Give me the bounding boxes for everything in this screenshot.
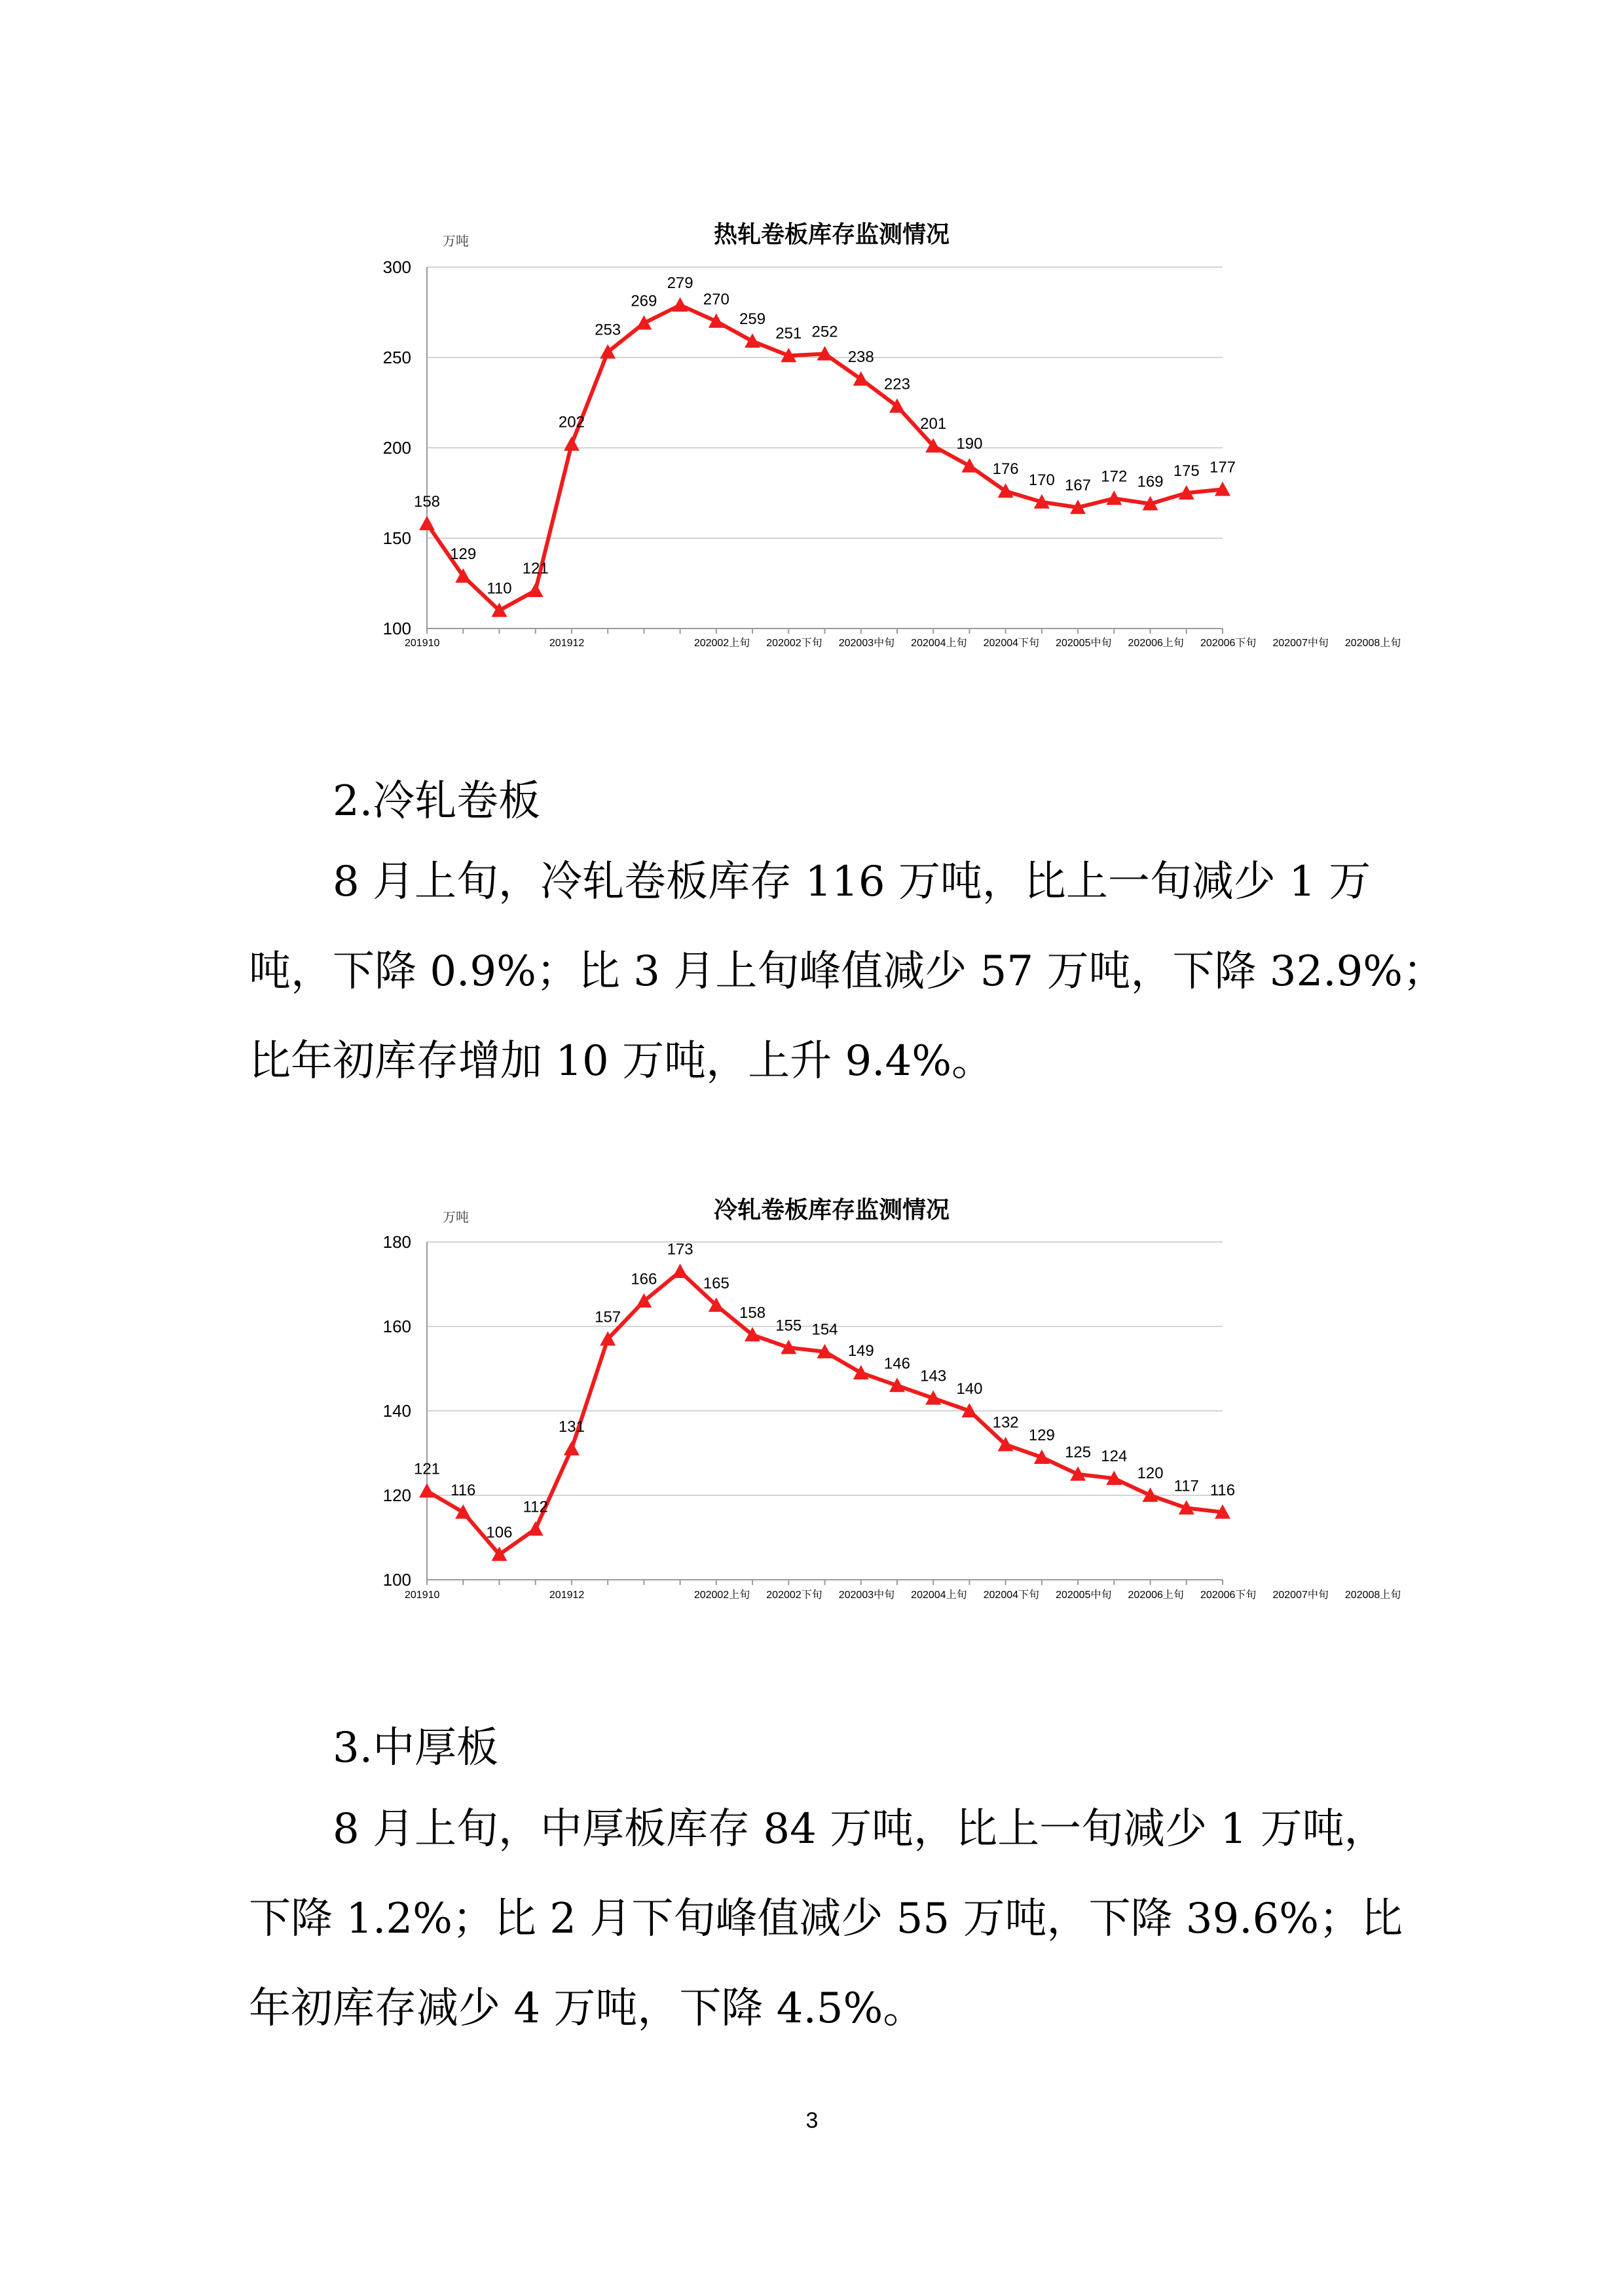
data-label: 121 xyxy=(522,560,549,578)
section-2-paragraph xyxy=(249,837,1445,1106)
chart-title: 热轧卷板库存监测情况 xyxy=(713,221,950,247)
data-label: 146 xyxy=(883,1355,910,1373)
page-number: 3 xyxy=(805,2108,819,2133)
data-label: 112 xyxy=(523,1498,548,1516)
section-2-heading: 2.冷轧卷板 xyxy=(333,777,541,826)
data-point-marker xyxy=(528,583,544,597)
data-label: 173 xyxy=(667,1241,693,1259)
data-point-marker xyxy=(961,458,977,473)
data-label: 238 xyxy=(847,348,874,367)
x-tick-label: 201912 xyxy=(549,638,585,649)
data-point-marker xyxy=(673,1264,688,1278)
data-label: 259 xyxy=(739,310,766,329)
y-tick-label: 180 xyxy=(382,1232,411,1252)
x-tick-label: 202002下旬 xyxy=(766,638,822,649)
section-2-line-1: 8 月上旬，冷轧卷板库存 116 万吨，比上一旬减少 1 万 xyxy=(333,858,1371,906)
hot-rolled-chart-svg xyxy=(0,0,1624,655)
chart-unit-label: 万吨 xyxy=(443,1211,469,1225)
data-point-marker xyxy=(564,1441,580,1455)
x-tick-label: 202005中旬 xyxy=(1056,638,1112,649)
data-label: 116 xyxy=(1209,1481,1236,1499)
data-label: 121 xyxy=(413,1460,441,1478)
data-label: 169 xyxy=(1137,473,1164,491)
data-label: 154 xyxy=(811,1321,838,1339)
data-label: 279 xyxy=(667,274,693,292)
data-label: 201 xyxy=(920,415,947,433)
data-label: 253 xyxy=(595,321,621,339)
data-label: 125 xyxy=(1065,1443,1092,1461)
y-tick-label: 100 xyxy=(382,1570,411,1590)
data-point-marker xyxy=(745,333,760,348)
section-3-paragraph xyxy=(249,1785,1403,2054)
x-tick-label: 202007中旬 xyxy=(1272,638,1329,649)
x-tick-label: 202004上旬 xyxy=(911,638,967,649)
x-tick-label: 202004下旬 xyxy=(983,1590,1040,1601)
section-3-heading: 3.中厚板 xyxy=(333,1724,499,1772)
y-tick-label: 150 xyxy=(382,528,411,548)
x-tick-label: 202008上旬 xyxy=(1344,1590,1401,1601)
x-tick-label: 201910 xyxy=(405,1590,440,1601)
data-point-marker xyxy=(419,516,435,530)
data-label: 149 xyxy=(847,1341,874,1360)
cold-rolled-chart xyxy=(0,1165,1624,1624)
data-label: 143 xyxy=(920,1367,947,1385)
y-tick-label: 120 xyxy=(382,1485,411,1505)
x-tick-label: 202007中旬 xyxy=(1272,1590,1329,1601)
data-label: 129 xyxy=(1028,1426,1055,1444)
x-tick-label: 202003中旬 xyxy=(838,638,895,649)
data-label: 167 xyxy=(1065,477,1092,495)
data-label: 166 xyxy=(631,1270,657,1288)
hot-rolled-chart xyxy=(0,0,1624,655)
section-2-line-3: 比年初库存增加 10 万吨，上升 9.4%。 xyxy=(249,1037,994,1085)
y-tick-label: 300 xyxy=(382,257,411,277)
y-tick-label: 250 xyxy=(382,348,411,367)
data-label: 252 xyxy=(811,323,838,341)
x-tick-label: 202008上旬 xyxy=(1344,638,1401,649)
data-label: 106 xyxy=(486,1523,513,1542)
data-label: 158 xyxy=(739,1303,766,1322)
data-label: 223 xyxy=(883,375,910,393)
data-point-marker xyxy=(528,1522,544,1536)
data-label: 175 xyxy=(1173,462,1200,480)
section-3-line-1: 8 月上旬，中厚板库存 84 万吨，比上一旬减少 1 万吨， xyxy=(333,1805,1386,1853)
cold-rolled-chart-svg xyxy=(0,1165,1624,1624)
data-label: 202 xyxy=(558,413,585,431)
data-point-marker xyxy=(564,436,580,450)
x-tick-label: 202004上旬 xyxy=(911,1590,967,1601)
chart-title: 冷轧卷板库存监测情况 xyxy=(713,1196,950,1223)
y-tick-label: 160 xyxy=(382,1317,411,1336)
x-tick-label: 201912 xyxy=(549,1590,585,1601)
data-label: 157 xyxy=(595,1308,621,1326)
x-tick-label: 202006下旬 xyxy=(1200,638,1257,649)
x-tick-label: 202003中旬 xyxy=(838,1590,895,1601)
x-tick-label: 202006下旬 xyxy=(1200,1590,1257,1601)
data-label: 158 xyxy=(413,492,441,511)
data-label: 170 xyxy=(1028,471,1055,489)
x-tick-label: 202006上旬 xyxy=(1128,638,1184,649)
chart-unit-label: 万吨 xyxy=(443,234,469,249)
data-label: 155 xyxy=(775,1317,802,1335)
x-tick-label: 202004下旬 xyxy=(983,638,1040,649)
section-3-line-2: 下降 1.2%；比 2 月下旬峰值减少 55 万吨，下降 39.6%；比 xyxy=(249,1895,1403,1943)
data-label: 132 xyxy=(992,1413,1019,1432)
data-label: 251 xyxy=(775,325,802,343)
section-3-line-3: 年初库存减少 4 万吨，下降 4.5%。 xyxy=(249,1984,925,2033)
x-tick-label: 202005中旬 xyxy=(1056,1590,1112,1601)
data-label: 129 xyxy=(450,545,477,563)
data-label: 270 xyxy=(703,290,729,308)
data-label: 116 xyxy=(451,1481,476,1499)
data-point-marker xyxy=(455,1504,471,1519)
data-label: 131 xyxy=(558,1418,585,1436)
y-tick-label: 200 xyxy=(382,438,411,458)
x-tick-label: 202002上旬 xyxy=(693,1590,750,1601)
data-label: 269 xyxy=(631,292,657,310)
data-point-marker xyxy=(419,1484,435,1498)
x-tick-label: 201910 xyxy=(405,638,440,649)
section-2-line-2: 吨，下降 0.9%；比 3 月上旬峰值减少 57 万吨，下降 32.9%； xyxy=(249,947,1445,996)
x-tick-label: 202006上旬 xyxy=(1128,1590,1184,1601)
data-label: 172 xyxy=(1101,467,1128,486)
data-label: 176 xyxy=(992,460,1019,479)
data-label: 120 xyxy=(1137,1465,1164,1482)
y-tick-label: 100 xyxy=(382,619,411,638)
data-label: 110 xyxy=(487,579,512,598)
data-point-marker xyxy=(853,1365,869,1379)
data-label: 165 xyxy=(703,1274,729,1292)
data-label: 177 xyxy=(1209,458,1236,477)
data-label: 117 xyxy=(1173,1477,1199,1495)
data-point-marker xyxy=(673,297,688,312)
data-label: 124 xyxy=(1101,1448,1128,1466)
x-tick-label: 202002上旬 xyxy=(693,638,750,649)
x-tick-label: 202002下旬 xyxy=(766,1590,822,1601)
data-label: 190 xyxy=(956,435,983,453)
y-tick-label: 140 xyxy=(382,1401,411,1421)
data-label: 140 xyxy=(956,1380,983,1398)
